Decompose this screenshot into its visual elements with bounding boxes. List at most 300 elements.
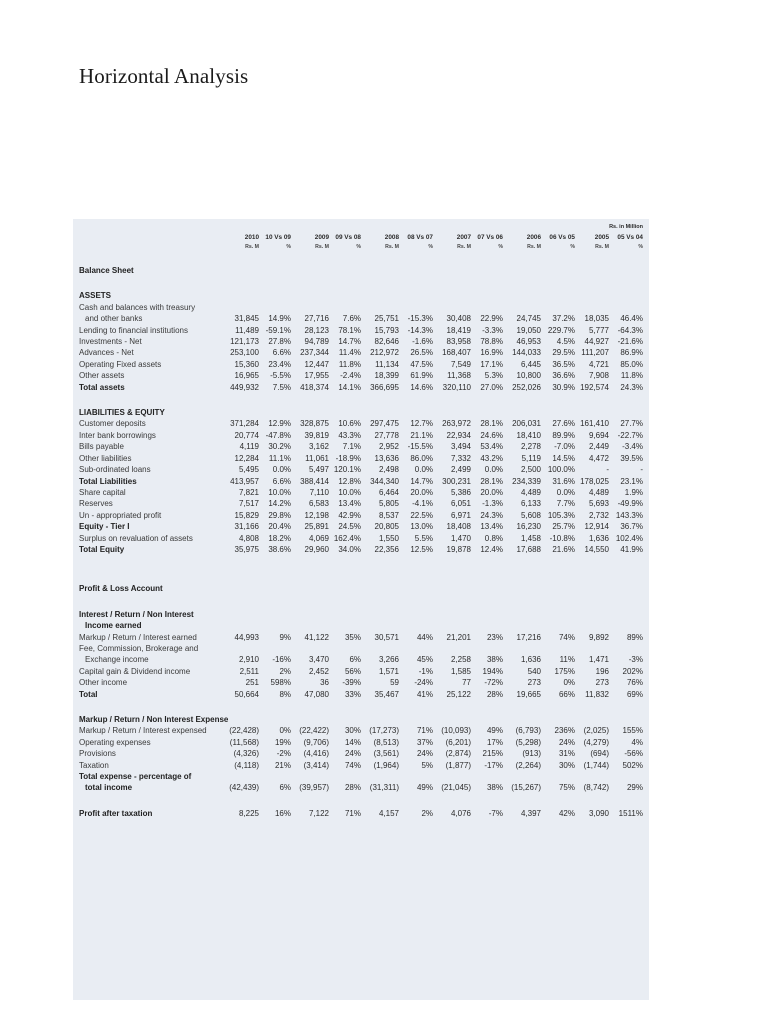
amount-cell: 4,721: [588, 359, 609, 369]
header-year: 2008: [384, 234, 399, 241]
amount-cell: 273: [595, 678, 609, 688]
row-label: Fee, Commission, Brokerage and: [79, 643, 199, 653]
row-label: Operating expenses: [79, 737, 151, 747]
percent-cell: 31%: [558, 749, 575, 759]
spacer-cell: [79, 251, 643, 265]
amount-cell: [503, 714, 541, 725]
amount-cell: (22,428): [229, 726, 259, 736]
amount-cell: 31,166: [234, 522, 259, 532]
percent-cell: 10.6%: [338, 419, 361, 429]
percent-cell: [609, 771, 643, 782]
percent-cell: [399, 643, 433, 654]
header-comparison: 10 Vs 09: [265, 234, 291, 241]
amount-cell: (6,793): [515, 726, 541, 736]
amount-cell: 4,069: [308, 533, 329, 543]
amount-cell: [361, 302, 399, 313]
percent-cell: -1.3%: [482, 499, 503, 509]
spacer-row: [79, 700, 643, 714]
amount-cell: 3,162: [308, 442, 329, 452]
percent-cell: 71%: [344, 808, 361, 818]
percent-cell: 14.5%: [552, 453, 575, 463]
section-row: [79, 808, 643, 819]
header-year: 2006: [526, 234, 541, 241]
row-label: Taxation: [79, 760, 109, 770]
header-year: 2010: [244, 234, 259, 241]
amount-cell: 297,475: [370, 419, 399, 429]
percent-cell: 4.5%: [556, 337, 575, 347]
percent-cell: -3.3%: [482, 325, 503, 335]
percent-cell: 42.9%: [338, 510, 361, 520]
amount-cell: 253,100: [230, 348, 259, 358]
percent-cell: 215%: [482, 749, 503, 759]
percent-cell: 89.9%: [552, 430, 575, 440]
table-row: [79, 666, 643, 677]
row-label: and other banks: [85, 314, 143, 324]
header-amount-unit: Rs. M: [595, 244, 609, 250]
amount-cell: 5,693: [588, 499, 609, 509]
amount-cell: 418,374: [300, 382, 329, 392]
amount-cell: [575, 643, 609, 654]
amount-cell: [291, 771, 329, 782]
percent-cell: [329, 265, 361, 276]
amount-cell: 44,927: [584, 337, 609, 347]
percent-cell: 33%: [344, 689, 361, 699]
percent-cell: [471, 771, 503, 782]
row-label: Cash and balances with treasury: [79, 302, 196, 312]
percent-cell: 23%: [486, 632, 503, 642]
row-label: LIABILITIES & EQUITY: [79, 408, 165, 418]
percent-cell: -7%: [488, 808, 503, 818]
percent-cell: 229.7%: [547, 325, 575, 335]
amount-cell: 2,258: [450, 655, 471, 665]
percent-cell: 5.3%: [484, 371, 503, 381]
percent-cell: 44%: [416, 632, 433, 642]
row-label: ASSETS: [79, 291, 112, 301]
amount-cell: 2,498: [378, 465, 399, 475]
row-label: total income: [85, 783, 133, 793]
percent-cell: 37.2%: [552, 314, 575, 324]
amount-cell: [361, 643, 399, 654]
percent-cell: [541, 771, 575, 782]
amount-cell: 27,716: [304, 314, 329, 324]
amount-cell: 2,500: [520, 465, 541, 475]
percent-cell: 120.1%: [333, 465, 361, 475]
percent-cell: 11.4%: [338, 348, 361, 358]
table-row: [79, 302, 643, 313]
percent-cell: [259, 643, 291, 654]
amount-cell: [433, 609, 471, 620]
amount-cell: 36: [320, 678, 329, 688]
amount-cell: 6,583: [308, 499, 329, 509]
table-row: [79, 441, 643, 452]
amount-cell: 12,198: [304, 510, 329, 520]
percent-cell: -72%: [484, 678, 503, 688]
amount-cell: 15,829: [234, 510, 259, 520]
percent-cell: [609, 407, 643, 418]
amount-cell: 1,550: [378, 533, 399, 543]
percent-cell: 22.5%: [410, 510, 433, 520]
amount-cell: (6,201): [445, 737, 471, 747]
amount-cell: 50,664: [234, 689, 259, 699]
percent-cell: 13.4%: [338, 499, 361, 509]
amount-cell: 7,908: [588, 371, 609, 381]
amount-cell: 35,975: [234, 544, 259, 554]
amount-cell: 19,050: [516, 325, 541, 335]
percent-cell: -17%: [484, 760, 503, 770]
percent-cell: 47.5%: [410, 359, 433, 369]
amount-cell: 5,495: [238, 465, 259, 475]
amount-cell: 10,800: [516, 371, 541, 381]
amount-cell: 4,076: [450, 808, 471, 818]
amount-cell: 212,972: [370, 348, 399, 358]
percent-cell: 14.2%: [268, 499, 291, 509]
row-label: Exchange income: [85, 655, 149, 665]
amount-cell: 8,537: [378, 510, 399, 520]
amount-cell: 94,789: [304, 337, 329, 347]
amount-cell: (3,414): [303, 760, 329, 770]
amount-cell: 4,397: [520, 808, 541, 818]
amount-cell: 111,207: [581, 348, 609, 358]
amount-cell: 5,608: [520, 510, 541, 520]
section-row: [79, 771, 643, 782]
amount-cell: (22,422): [299, 726, 329, 736]
header-amount-unit: Rs. M: [385, 244, 399, 250]
spacer-row: [79, 393, 643, 407]
amount-cell: 300,231: [442, 476, 471, 486]
amount-cell: [291, 643, 329, 654]
percent-cell: -2%: [276, 749, 291, 759]
table-row: [79, 359, 643, 370]
amount-cell: 413,957: [230, 476, 259, 486]
percent-cell: -64.3%: [617, 325, 643, 335]
percent-cell: [541, 290, 575, 301]
amount-cell: 161,410: [580, 419, 609, 429]
percent-cell: 0.0%: [484, 465, 503, 475]
percent-cell: [259, 265, 291, 276]
percent-cell: 21%: [274, 760, 291, 770]
percent-cell: 0.0%: [414, 465, 433, 475]
percent-cell: 0.0%: [272, 465, 291, 475]
percent-cell: [329, 643, 361, 654]
table-row: [79, 677, 643, 688]
amount-cell: 4,489: [588, 487, 609, 497]
row-label: Profit after taxation: [79, 808, 153, 818]
amount-cell: 206,031: [512, 419, 541, 429]
percent-cell: 38.6%: [268, 544, 291, 554]
amount-cell: 15,793: [374, 325, 399, 335]
header-year: 2007: [456, 234, 471, 241]
amount-cell: 251: [245, 678, 259, 688]
percent-cell: 31.6%: [552, 476, 575, 486]
amount-cell: 39,819: [304, 430, 329, 440]
row-label: Other liabilities: [79, 453, 132, 463]
percent-cell: [609, 265, 643, 276]
amount-cell: (9,706): [303, 737, 329, 747]
percent-cell: -49.9%: [617, 499, 643, 509]
percent-cell: [609, 609, 643, 620]
table-row: [79, 654, 643, 665]
percent-cell: [541, 609, 575, 620]
amount-cell: [575, 583, 609, 594]
header-amount-unit: Rs. M: [527, 244, 541, 250]
percent-cell: [399, 407, 433, 418]
amount-cell: [433, 265, 471, 276]
amount-cell: 4,157: [378, 808, 399, 818]
percent-cell: 38%: [486, 783, 503, 793]
amount-cell: 3,494: [450, 442, 471, 452]
amount-cell: (15,267): [511, 783, 541, 793]
amount-cell: 18,035: [584, 314, 609, 324]
row-label: Surplus on revaluation of assets: [79, 533, 193, 543]
percent-cell: 17.1%: [480, 359, 503, 369]
percent-cell: 30%: [344, 726, 361, 736]
percent-cell: 11.8%: [620, 371, 643, 381]
amount-cell: [361, 771, 399, 782]
percent-cell: [541, 265, 575, 276]
percent-cell: 36.5%: [552, 359, 575, 369]
row-label: Markup / Return / Interest expensed: [79, 726, 207, 736]
amount-cell: 1,585: [450, 666, 471, 676]
percent-cell: -39%: [342, 678, 361, 688]
amount-cell: (11,568): [229, 737, 259, 747]
amount-cell: 2,910: [238, 655, 259, 665]
amount-cell: (4,416): [303, 749, 329, 759]
units-note: Rs. in Million: [609, 224, 643, 230]
percent-cell: [609, 302, 643, 313]
amount-cell: 17,688: [516, 544, 541, 554]
amount-cell: [503, 771, 541, 782]
amount-cell: 7,517: [238, 499, 259, 509]
percent-cell: 12.9%: [268, 419, 291, 429]
row-label: Share capital: [79, 487, 126, 497]
amount-cell: [433, 714, 471, 725]
percent-cell: 71%: [416, 726, 433, 736]
percent-cell: [471, 620, 503, 631]
amount-cell: -: [606, 465, 609, 475]
percent-cell: -21.6%: [617, 337, 643, 347]
percent-cell: 21.1%: [410, 430, 433, 440]
amount-cell: 17,216: [516, 632, 541, 642]
percent-cell: 27.8%: [268, 337, 291, 347]
percent-cell: [399, 620, 433, 631]
percent-cell: 43.3%: [338, 430, 361, 440]
percent-cell: 11.1%: [268, 453, 291, 463]
percent-cell: 85.0%: [620, 359, 643, 369]
header-comparison: 09 Vs 08: [335, 234, 361, 241]
percent-cell: [471, 583, 503, 594]
amount-cell: [361, 609, 399, 620]
amount-cell: 83,958: [446, 337, 471, 347]
percent-cell: [259, 407, 291, 418]
amount-cell: 17,955: [304, 371, 329, 381]
percent-cell: 18.2%: [268, 533, 291, 543]
amount-cell: [503, 265, 541, 276]
amount-cell: (4,118): [234, 760, 259, 770]
percent-cell: 45%: [416, 655, 433, 665]
amount-cell: 19,878: [446, 544, 471, 554]
amount-cell: 371,284: [230, 419, 259, 429]
spacer-row: [79, 276, 643, 290]
percent-cell: 74%: [344, 760, 361, 770]
amount-cell: [575, 609, 609, 620]
percent-cell: [259, 290, 291, 301]
percent-cell: [329, 583, 361, 594]
percent-cell: [259, 302, 291, 313]
percent-cell: 13.0%: [410, 522, 433, 532]
amount-cell: 30,408: [446, 314, 471, 324]
percent-cell: 78.1%: [338, 325, 361, 335]
percent-cell: 9%: [279, 632, 291, 642]
amount-cell: (10,093): [441, 726, 471, 736]
row-label: Investments - Net: [79, 337, 142, 347]
header-row-units: [79, 243, 643, 251]
percent-cell: 36.7%: [620, 522, 643, 532]
row-label: Total Liabilities: [79, 476, 137, 486]
amount-cell: [575, 714, 609, 725]
percent-cell: 41.9%: [620, 544, 643, 554]
row-label: Un - appropriated profit: [79, 510, 162, 520]
row-label: Total expense - percentage of: [79, 772, 192, 782]
amount-cell: [291, 265, 329, 276]
amount-cell: 27,778: [374, 430, 399, 440]
row-label: Markup / Return / Interest earned: [79, 632, 197, 642]
amount-cell: 35,467: [374, 689, 399, 699]
percent-cell: 10.0%: [338, 487, 361, 497]
percent-cell: [471, 407, 503, 418]
percent-cell: 175%: [554, 666, 575, 676]
amount-cell: 1,636: [520, 655, 541, 665]
amount-cell: 5,119: [521, 453, 541, 463]
percent-cell: 7.5%: [272, 382, 291, 392]
amount-cell: 6,445: [520, 359, 541, 369]
amount-cell: (1,744): [583, 760, 609, 770]
percent-cell: 5%: [421, 760, 433, 770]
amount-cell: (2,874): [445, 749, 471, 759]
amount-cell: [361, 290, 399, 301]
percent-cell: 76%: [626, 678, 643, 688]
amount-cell: 7,332: [450, 453, 471, 463]
amount-cell: 59: [390, 678, 399, 688]
percent-cell: 36.6%: [552, 371, 575, 381]
amount-cell: [433, 620, 471, 631]
percent-cell: 56%: [344, 666, 361, 676]
percent-cell: 28.1%: [480, 419, 503, 429]
spacer-cell: [79, 700, 643, 714]
percent-cell: 37%: [416, 737, 433, 747]
row-label: Provisions: [79, 749, 116, 759]
amount-cell: 12,914: [584, 522, 609, 532]
amount-cell: [361, 265, 399, 276]
percent-cell: [541, 583, 575, 594]
percent-cell: 86.0%: [410, 453, 433, 463]
amount-cell: (21,045): [441, 783, 471, 793]
percent-cell: [541, 620, 575, 631]
percent-cell: -: [640, 465, 643, 475]
table-row: [79, 689, 643, 700]
amount-cell: [503, 302, 541, 313]
row-label: Income earned: [85, 621, 142, 631]
percent-cell: [329, 771, 361, 782]
header-comparison: 06 Vs 05: [549, 234, 575, 241]
percent-cell: 29.8%: [268, 510, 291, 520]
percent-cell: 17%: [486, 737, 503, 747]
percent-cell: [329, 407, 361, 418]
section-row: [79, 290, 643, 301]
amount-cell: 20,805: [374, 522, 399, 532]
amount-cell: 168,407: [442, 348, 471, 358]
percent-cell: 61.9%: [410, 371, 433, 381]
table-row: [79, 632, 643, 643]
percent-cell: [259, 609, 291, 620]
percent-cell: 23.4%: [268, 359, 291, 369]
percent-cell: 24.3%: [620, 382, 643, 392]
percent-cell: 74%: [558, 632, 575, 642]
percent-cell: 29.5%: [552, 348, 575, 358]
amount-cell: (8,742): [583, 783, 609, 793]
amount-cell: 1,470: [450, 533, 471, 543]
amount-cell: 3,266: [378, 655, 399, 665]
percent-cell: 598%: [270, 678, 291, 688]
amount-cell: [219, 583, 259, 594]
table-row: [79, 533, 643, 544]
percent-cell: [399, 265, 433, 276]
percent-cell: [541, 302, 575, 313]
percent-cell: 28%: [344, 783, 361, 793]
percent-cell: [399, 290, 433, 301]
percent-cell: 6%: [279, 783, 291, 793]
amount-cell: (4,326): [233, 749, 259, 759]
amount-cell: 320,110: [442, 382, 471, 392]
percent-cell: 20.0%: [410, 487, 433, 497]
percent-cell: 78.8%: [480, 337, 503, 347]
amount-cell: 9,694: [588, 430, 609, 440]
header-pct-unit: %: [286, 244, 291, 250]
percent-cell: 69%: [626, 689, 643, 699]
percent-cell: 143.3%: [615, 510, 643, 520]
amount-cell: 449,932: [230, 382, 259, 392]
amount-cell: 12,284: [234, 453, 259, 463]
amount-cell: 18,399: [374, 371, 399, 381]
table-row: [79, 418, 643, 429]
amount-cell: 22,356: [374, 544, 399, 554]
percent-cell: -1%: [418, 666, 433, 676]
amount-cell: 7,122: [308, 808, 329, 818]
percent-cell: -5.5%: [270, 371, 291, 381]
amount-cell: (31,311): [369, 783, 399, 793]
percent-cell: -59.1%: [265, 325, 291, 335]
row-label: Markup / Return / Non Interest Expense: [79, 715, 229, 724]
amount-cell: (1,877): [445, 760, 471, 770]
spacer-cell: [79, 555, 643, 569]
header-spacer: [79, 243, 219, 251]
amount-cell: (4,279): [583, 737, 609, 747]
percent-cell: 100.0%: [547, 465, 575, 475]
amount-cell: 2,278: [520, 442, 541, 452]
amount-cell: [575, 265, 609, 276]
percent-cell: [471, 265, 503, 276]
amount-cell: 28,123: [304, 325, 329, 335]
percent-cell: 75%: [558, 783, 575, 793]
amount-cell: [291, 714, 329, 725]
amount-cell: (694): [590, 749, 609, 759]
percent-cell: 28.1%: [480, 476, 503, 486]
header-comparison: 05 Vs 04: [617, 234, 643, 241]
percent-cell: 12.8%: [338, 476, 361, 486]
spacer-row: [79, 251, 643, 265]
amount-cell: [503, 583, 541, 594]
row-label: Total assets: [79, 382, 125, 392]
table-row: [79, 760, 643, 771]
